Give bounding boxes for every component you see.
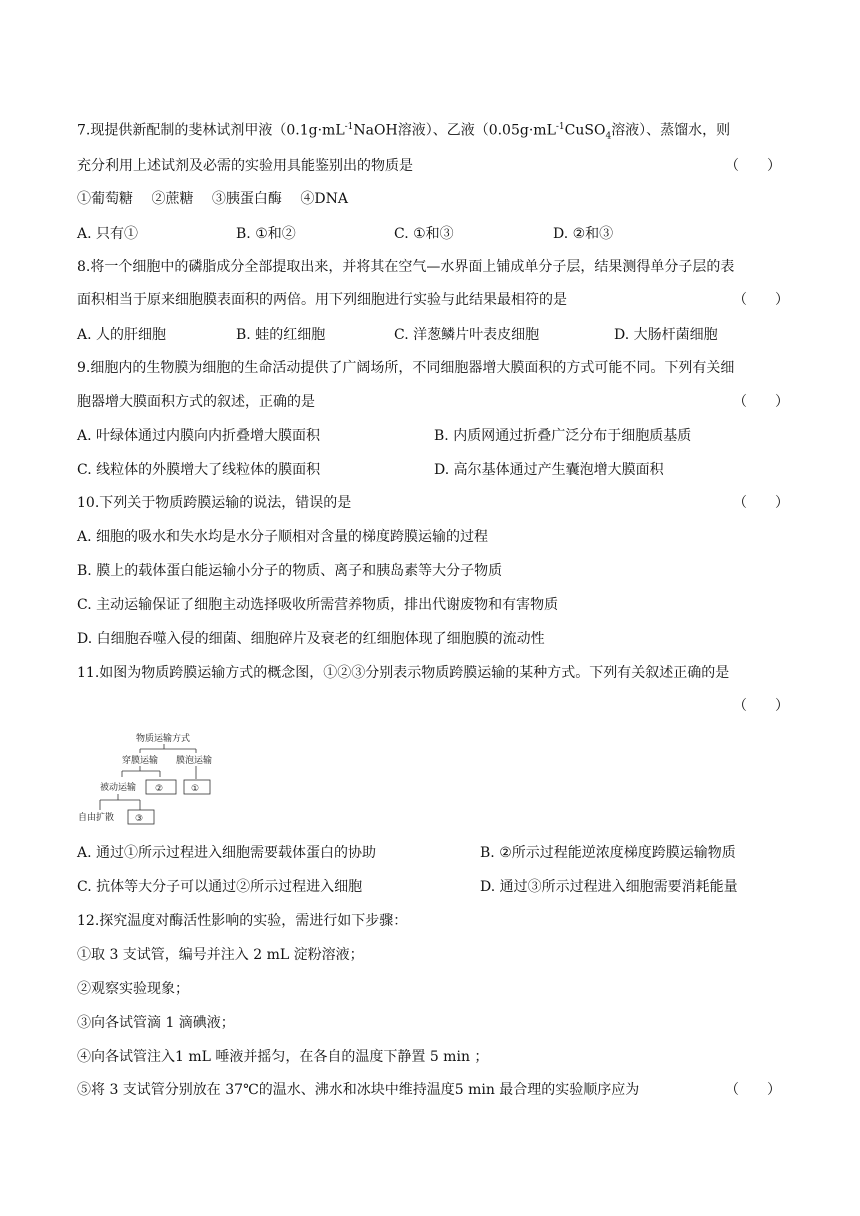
q7-exp1: -1 bbox=[344, 122, 354, 132]
q7-text-a: 7.现提供新配制的斐林试剂甲液（ bbox=[77, 122, 287, 139]
q7-line2: 充分利用上述试剂及必需的实验用具能鉴别出的物质是 bbox=[77, 158, 413, 174]
q9-option-a: A. 叶绿体通过内膜向内折叠增大膜面积 bbox=[77, 428, 321, 444]
q12-answer-bracket: （ ） bbox=[725, 1082, 781, 1098]
q8-line2: 面积相当于原来细胞膜表面积的两倍。用下列细胞进行实验与此结果最相符的是 bbox=[77, 292, 567, 308]
q7-answer-bracket: （ ） bbox=[725, 158, 781, 174]
q10-option-c: C. 主动运输保证了细胞主动选择吸收所需营养物质，排出代谢废物和有害物质 bbox=[77, 597, 559, 613]
q9-line2: 胞器增大膜面积方式的叙述，正确的是 bbox=[77, 394, 315, 410]
q7-cuso: CuSO bbox=[564, 122, 606, 139]
q9-line1: 9.细胞内的生物膜为细胞的生命活动提供了广阔场所，不同细胞器增大膜面积的方式可能不同。下列有关细 bbox=[77, 360, 735, 376]
q7-dot2: · bbox=[528, 122, 534, 139]
diagram-root-label: 物质运输方式 bbox=[136, 734, 191, 744]
q9-option-b: B. 内质网通过折叠广泛分布于细胞质基质 bbox=[434, 428, 692, 444]
q7-conc1: 0.1g bbox=[286, 122, 318, 139]
q11-line1: 11.如图为物质跨膜运输方式的概念图，①②③分别表示物质跨膜运输的某种方式。下列有关叙述正确的是 bbox=[77, 665, 730, 681]
q10-line1: 10.下列关于物质跨膜运输的说法，错误的是 bbox=[77, 495, 352, 511]
q12-step4: ④向各试管注入1 mL 唾液并摇匀，在各自的温度下静置 5 min ； bbox=[77, 1049, 489, 1065]
q7-exp2: -1 bbox=[555, 122, 565, 132]
diagram-membrane-transport-label: 穿膜运输 bbox=[122, 756, 159, 766]
q7-items: ①葡萄糖 ②蔗糖 ③胰蛋白酶 ④DNA bbox=[77, 191, 348, 207]
q7-text-c: 溶液）、蒸馏水，则 bbox=[611, 122, 731, 139]
q12-step1: ①取 3 支试管，编号并注入 2 mL 淀粉溶液； bbox=[77, 947, 364, 963]
q8-line1: 8.将一个细胞中的磷脂成分全部提取出来，并将其在空气—水界面上铺成单分子层，结果测得单分子层的表 bbox=[77, 259, 735, 275]
q8-option-c: C. 洋葱鳞片叶表皮细胞 bbox=[394, 327, 540, 343]
q9-answer-bracket: （ ） bbox=[733, 394, 789, 410]
q10-option-d: D. 白细胞吞噬入侵的细菌、细胞碎片及衰老的红细胞体现了细胞膜的流动性 bbox=[77, 631, 545, 647]
q8-option-a: A. 人的肝细胞 bbox=[77, 327, 167, 343]
q7-sub4: 4 bbox=[605, 131, 612, 142]
q7-dot1: · bbox=[317, 122, 323, 139]
q9-option-d: D. 高尔基体通过产生囊泡增大膜面积 bbox=[434, 462, 664, 478]
diagram-vesicle-transport-label: 膜泡运输 bbox=[176, 756, 213, 766]
q7-option-c: C. ①和③ bbox=[394, 226, 454, 242]
q12-line1: 12.探究温度对酶活性影响的实验，需进行如下步骤： bbox=[77, 913, 408, 929]
diagram-box-2-label: ② bbox=[155, 784, 164, 794]
q8-option-b: B. 蛙的红细胞 bbox=[236, 327, 326, 343]
q11-answer-bracket: （ ） bbox=[733, 698, 789, 714]
q12-step3: ③向各试管滴 1 滴碘液； bbox=[77, 1015, 235, 1031]
q11-option-c: C. 抗体等大分子可以通过②所示过程进入细胞 bbox=[77, 879, 363, 895]
diagram-box-1-label: ① bbox=[191, 784, 200, 794]
q7-conc2: 0.05g bbox=[488, 122, 529, 139]
q10-option-a: A. 细胞的吸水和失水均是水分子顺相对含量的梯度跨膜运输的过程 bbox=[77, 529, 489, 545]
q11-option-a: A. 通过①所示过程进入细胞需要载体蛋白的协助 bbox=[77, 845, 377, 861]
q10-answer-bracket: （ ） bbox=[733, 495, 789, 511]
diagram-free-diffusion-label: 自由扩散 bbox=[78, 813, 115, 823]
q7-option-b: B. ①和② bbox=[236, 226, 296, 242]
q7-line1 bbox=[77, 117, 730, 146]
q7-unit1: mL bbox=[322, 122, 345, 139]
q10-option-b: B. 膜上的载体蛋白能运输小分子的物质、离子和胰岛素等大分子物质 bbox=[77, 563, 503, 579]
q9-option-c: C. 线粒体的外膜增大了线粒体的膜面积 bbox=[77, 462, 321, 478]
q8-option-d: D. 大肠杆菌细胞 bbox=[614, 327, 718, 343]
q7-option-a: A. 只有① bbox=[77, 226, 139, 242]
diagram-passive-label: 被动运输 bbox=[100, 783, 137, 793]
q7-text-b: NaOH溶液）、乙液（ bbox=[353, 122, 489, 139]
q12-step5: ⑤将 3 支试管分别放在 37℃的温水、沸水和冰块中维持温度5 min 最合理的实验顺序应为 bbox=[77, 1082, 640, 1098]
q11-option-d: D. 通过③所示过程进入细胞需要消耗能量 bbox=[480, 879, 738, 895]
diagram-box-3-label: ③ bbox=[135, 814, 144, 824]
q11-option-b: B. ②所示过程能逆浓度梯度跨膜运输物质 bbox=[480, 845, 736, 861]
transport-concept-diagram bbox=[70, 728, 270, 834]
q8-answer-bracket: （ ） bbox=[733, 292, 789, 308]
q7-option-d: D. ②和③ bbox=[553, 226, 614, 242]
q7-unit2: mL bbox=[533, 122, 556, 139]
q12-step2: ②观察实验现象； bbox=[77, 981, 189, 997]
